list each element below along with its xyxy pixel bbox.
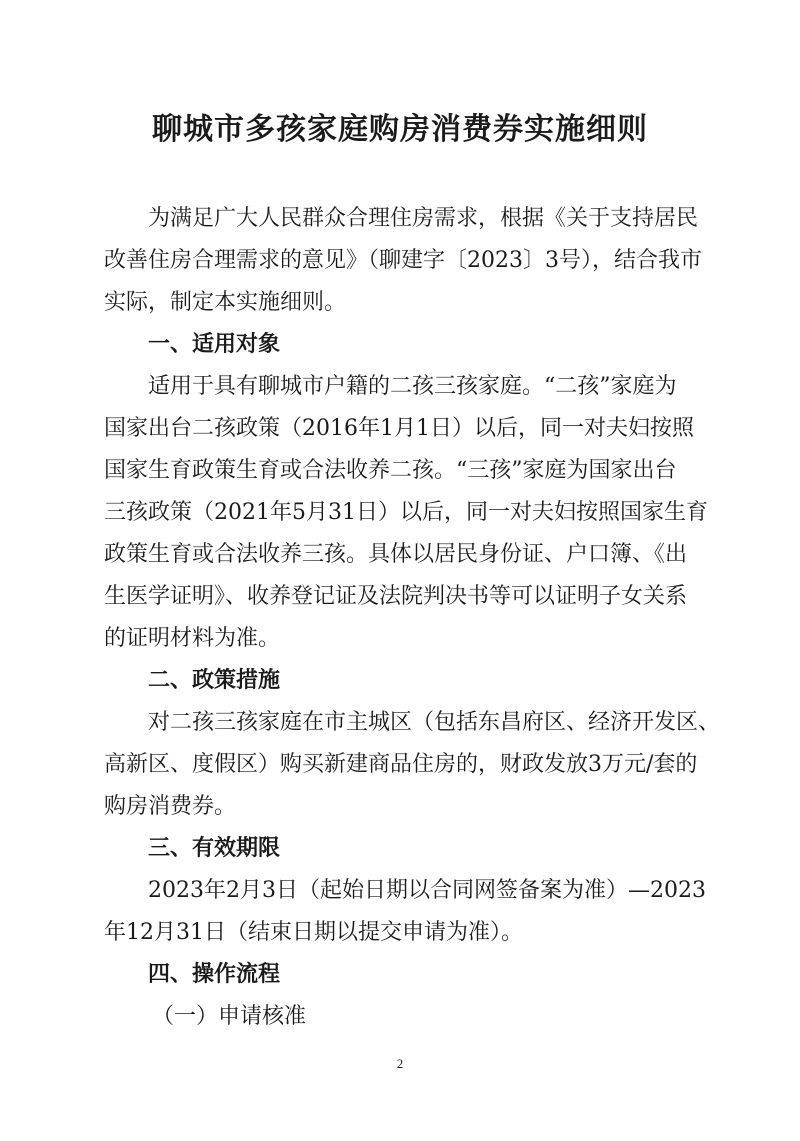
section1-line-7: 的证明材料为准。: [104, 626, 281, 651]
section1-line-4: 三孩政策（2021年5月31日）以后，同一对夫妇按照国家生育: [104, 500, 708, 525]
subsection-heading-application-approval: （一）申请核准: [152, 1004, 307, 1029]
section3-line-2: 年12月31日（结束日期以提交申请为准）。: [104, 920, 523, 945]
section1-line-6: 生医学证明》、收养登记证及法院判决书等可以证明子女关系: [104, 584, 688, 609]
section1-line-5: 政策生育或合法收养三孩。具体以居民身份证、户口簿、《出: [104, 542, 688, 567]
section3-line-1: 2023年2月3日（起始日期以合同网签备案为准）—2023: [148, 878, 706, 903]
section-heading-operation-process: 四、操作流程: [148, 962, 281, 987]
section2-line-1: 对二孩三孩家庭在市主城区（包括东昌府区、经济开发区、: [148, 710, 721, 735]
section-heading-applicable-objects: 一、适用对象: [148, 332, 281, 357]
section1-line-1: 适用于具有聊城市户籍的二孩三孩家庭。“二孩”家庭为: [148, 374, 677, 399]
intro-line-3: 实际，制定本实施细则。: [104, 290, 347, 315]
section1-line-3: 国家生育政策生育或合法收养二孩。“三孩”家庭为国家出台: [104, 458, 677, 483]
page-title: 聊城市多孩家庭购房消费券实施细则: [152, 112, 648, 147]
section1-line-2: 国家出台二孩政策（2016年1月1日）以后，同一对夫妇按照: [104, 416, 694, 441]
intro-line-1: 为满足广大人民群众合理住房需求，根据《关于支持居民: [148, 206, 699, 231]
intro-line-2: 改善住房合理需求的意见》（聊建字〔2023〕3号），结合我市: [104, 248, 702, 273]
page-number: 2: [396, 1056, 404, 1071]
section-heading-policy-measures: 二、政策措施: [148, 668, 281, 693]
section-heading-validity-period: 三、有效期限: [148, 836, 281, 861]
section2-line-2: 高新区、度假区）购买新建商品住房的，财政发放3万元/套的: [104, 752, 698, 777]
section2-line-3: 购房消费券。: [104, 794, 237, 819]
